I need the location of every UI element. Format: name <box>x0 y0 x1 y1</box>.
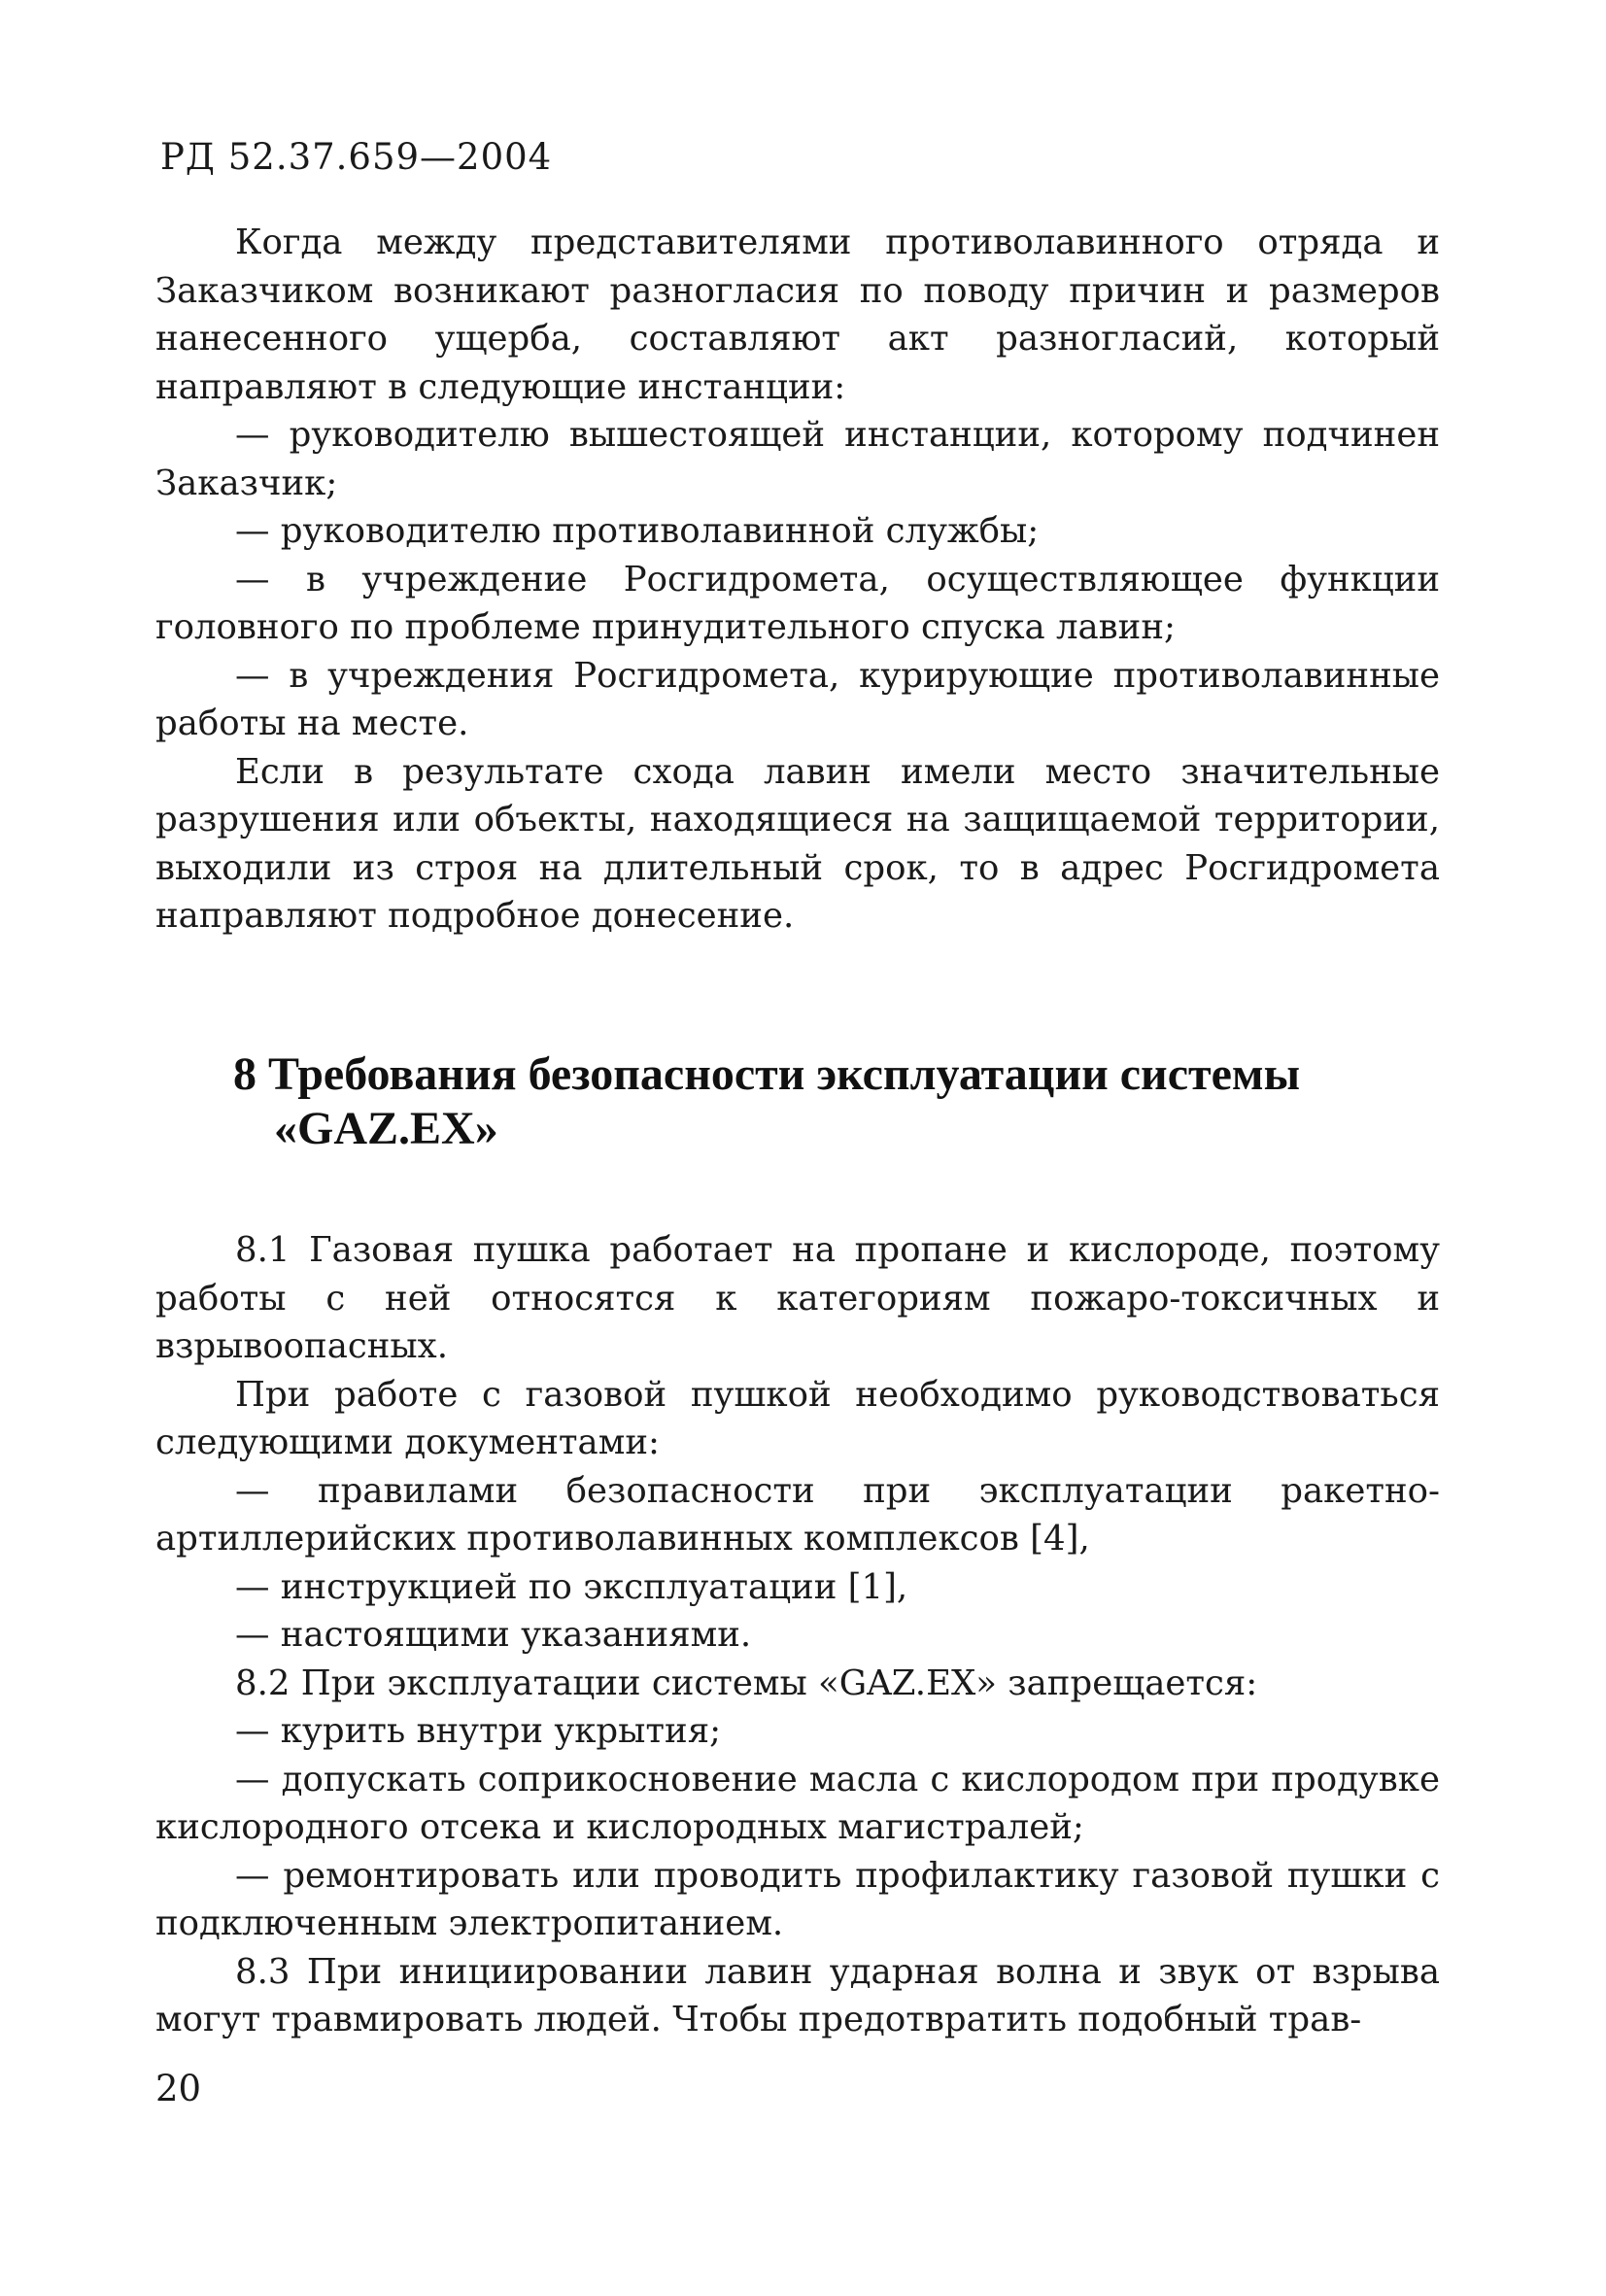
list-item: — руководителю вышестоящей инстанции, которому подчинен Заказчик; <box>155 415 1440 503</box>
list-item: — в учреждения Росгидромета, курирующие противолавинные работы на месте. <box>155 655 1440 743</box>
list-item: — правилами безопасности при эксплуатации ракетно-артиллерийских противолавинных комплексов [4], <box>155 1470 1440 1559</box>
section-heading-line2: «GAZ.EX» <box>274 1103 498 1154</box>
page-number: 20 <box>155 2068 202 2109</box>
bottom-text-block <box>155 1226 1440 2044</box>
list-item: — допускать соприкосновение масла с кислородом при продувке кислородного отсека и кислородных магистралей; <box>155 1759 1440 1847</box>
list-item: — инструкцией по эксплуатации [1], <box>235 1566 908 1607</box>
paragraph: Если в результате схода лавин имели место значительные разрушения или объекты, находящиеся на защищаемой территории, выходили из строя на длительный срок, то в адрес Росгидромета направляют подробное донесение. <box>155 751 1440 936</box>
list-item: — в учреждение Росгидромета, осуществляющее функции головного по проблеме принудительного спуска лавин; <box>155 559 1440 647</box>
paragraph: При работе с газовой пушкой необходимо руководствоваться следующими документами: <box>155 1374 1440 1462</box>
document-code-header: РД 52.37.659—2004 <box>160 136 553 178</box>
section-heading <box>233 1047 1448 1156</box>
paragraph: 8.2 При эксплуатации системы «GAZ.EX» запрещается: <box>235 1662 1258 1703</box>
top-text-block <box>155 219 1440 941</box>
paragraph: Когда между представителями противолавинного отряда и Заказчиком возникают разногласия по поводу причин и размеров нанесенного ущерба, составляют акт разногласий, который направляют в следующие инстанции: <box>155 223 1440 407</box>
paragraph: 8.3 При инициировании лавин ударная волна и звук от взрыва могут травмировать людей. Чтобы предотвратить подобный трав- <box>155 1951 1440 2039</box>
paragraph: 8.1 Газовая пушка работает на пропане и кислороде, поэтому работы с ней относятся к категориям пожаро-токсичных и взрывоопасных. <box>155 1230 1440 1366</box>
list-item: — курить внутри укрытия; <box>235 1711 722 1751</box>
list-item: — ремонтировать или проводить профилактику газовой пушки с подключенным электропитанием. <box>155 1855 1440 1943</box>
list-item: — руководителю противолавинной службы; <box>235 511 1040 551</box>
section-heading-line1: 8 Требования безопасности эксплуатации системы <box>233 1048 1301 1100</box>
list-item: — настоящими указаниями. <box>235 1615 752 1655</box>
